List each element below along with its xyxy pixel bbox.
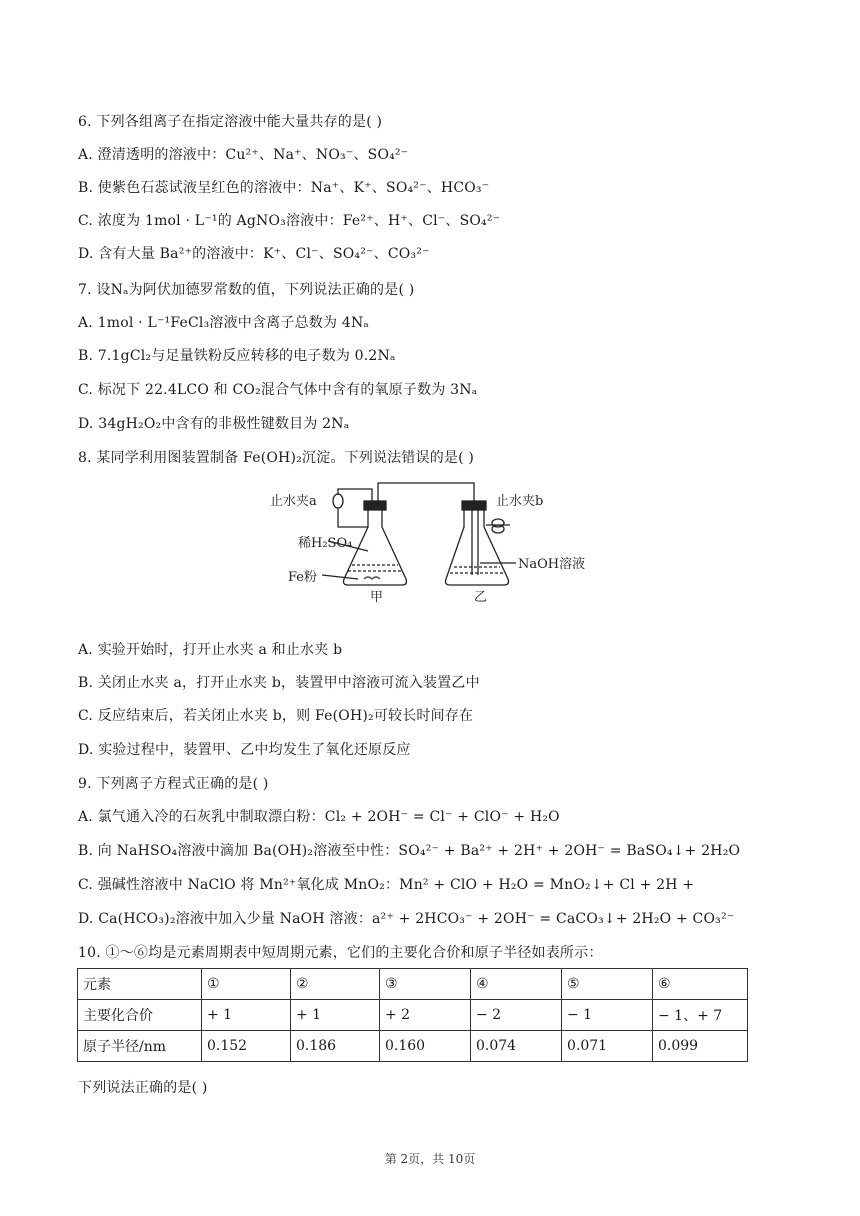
table-header-row — [78, 969, 748, 1000]
q6-option-d: D. 含有大量 Ba²⁺的溶液中：K⁺、Cl⁻、SO₄²⁻、CO₃²⁻ — [78, 246, 430, 262]
q7-stem: 7. 设Nₐ为阿伏加德罗常数的值，下列说法正确的是( ) — [78, 282, 415, 298]
table-cell: − 1、+ 7 — [653, 1000, 748, 1031]
element-table — [77, 968, 748, 1062]
table-cell: 0.071 — [562, 1031, 653, 1062]
table-cell: ⑤ — [562, 969, 653, 1000]
table-cell: ① — [202, 969, 291, 1000]
table-cell: + 2 — [380, 1000, 471, 1031]
q9-option-b: B. 向 NaHSO₄溶液中滴加 Ba(OH)₂溶液至中性：SO₄²⁻ + Ba²⁺ + 2H⁺ + 2OH⁻ = BaSO₄↓+ 2H₂O — [78, 843, 741, 859]
q9-option-c: C. 强碱性溶液中 NaClO 将 Mn²⁺氧化成 MnO₂：Mn² + ClO + H₂O = MnO₂↓+ Cl + 2H + — [78, 877, 695, 893]
q7-option-c: C. 标况下 22.4LCO 和 CO₂混合气体中含有的氧原子数为 3Nₐ — [78, 382, 478, 398]
table-cell: ② — [291, 969, 380, 1000]
table-cell: 0.099 — [653, 1031, 748, 1062]
q9-option-a: A. 氯气通入冷的石灰乳中制取漂白粉：Cl₂ + 2OH⁻ = Cl⁻ + ClO⁻ + H₂O — [78, 809, 560, 825]
q7-option-a: A. 1mol · L⁻¹FeCl₃溶液中含离子总数为 4Nₐ — [78, 315, 369, 331]
q10-stem: 10. ①～⑥均是元素周期表中短周期元素，它们的主要化合价和原子半径如表所示： — [78, 945, 603, 961]
table-cell: + 1 — [291, 1000, 380, 1031]
label-acid: 稀H₂SO₄ — [298, 536, 353, 551]
table-cell: 0.074 — [471, 1031, 562, 1062]
table-cell: + 1 — [202, 1000, 291, 1031]
table-cell: 0.186 — [291, 1031, 380, 1062]
table-cell: − 1 — [562, 1000, 653, 1031]
label-yi: 乙 — [474, 590, 488, 605]
q8-option-a: A. 实验开始时，打开止水夹 a 和止水夹 b — [78, 642, 343, 658]
table-cell: ③ — [380, 969, 471, 1000]
page-footer: 第 2页，共 10页 — [384, 1152, 476, 1166]
label-naoh: NaOH溶液 — [518, 557, 586, 572]
q8-option-c: C. 反应结束后，若关闭止水夹 b，则 Fe(OH)₂可较长时间存在 — [78, 708, 474, 724]
q8-option-d: D. 实验过程中，装置甲、乙中均发生了氧化还原反应 — [78, 742, 411, 758]
q8-option-b: B. 关闭止水夹 a，打开止水夹 b，装置甲中溶液可流入装置乙中 — [78, 675, 480, 691]
table-row — [78, 1000, 748, 1031]
q6-option-b: B. 使紫色石蕊试液呈红色的溶液中：Na⁺、K⁺、SO₄²⁻、HCO₃⁻ — [78, 180, 490, 196]
label-clamp-b: 止水夹b — [496, 494, 544, 509]
q8-stem: 8. 某同学利用图装置制备 Fe(OH)₂沉淀。下列说法错误的是( ) — [78, 450, 475, 466]
q6-option-c: C. 浓度为 1mol · L⁻¹的 AgNO₃溶液中：Fe²⁺、H⁺、Cl⁻、SO₄²⁻ — [78, 213, 501, 229]
q6-option-a: A. 澄清透明的溶液中：Cu²⁺、Na⁺、NO₃⁻、SO₄²⁻ — [78, 147, 409, 163]
label-jia: 甲 — [370, 590, 384, 605]
q7-option-d: D. 34gH₂O₂中含有的非极性键数目为 2Nₐ — [78, 416, 350, 432]
label-fe-powder: Fe粉 — [288, 570, 318, 585]
q10-followup: 下列说法正确的是( ) — [78, 1080, 208, 1096]
table-cell: ④ — [471, 969, 562, 1000]
q9-option-d: D. Ca(HCO₃)₂溶液中加入少量 NaOH 溶液：a²⁺ + 2HCO₃⁻ + 2OH⁻ = CaCO₃↓+ 2H₂O + CO₃²⁻ — [78, 911, 735, 927]
apparatus-figure — [268, 475, 598, 605]
table-cell: 元素 — [78, 969, 202, 1000]
q9-stem: 9. 下列离子方程式正确的是( ) — [78, 776, 269, 792]
table-row — [78, 1031, 748, 1062]
table-cell: − 2 — [471, 1000, 562, 1031]
label-clamp-a: 止水夹a — [270, 494, 317, 509]
table-cell: 原子半径/nm — [78, 1031, 202, 1062]
table-cell: 主要化合价 — [78, 1000, 202, 1031]
table-cell: 0.152 — [202, 1031, 291, 1062]
q6-stem: 6. 下列各组离子在指定溶液中能大量共存的是( ) — [78, 114, 383, 130]
table-cell: 0.160 — [380, 1031, 471, 1062]
q7-option-b: B. 7.1gCl₂与足量铁粉反应转移的电子数为 0.2Nₐ — [78, 348, 396, 364]
table-cell: ⑥ — [653, 969, 748, 1000]
